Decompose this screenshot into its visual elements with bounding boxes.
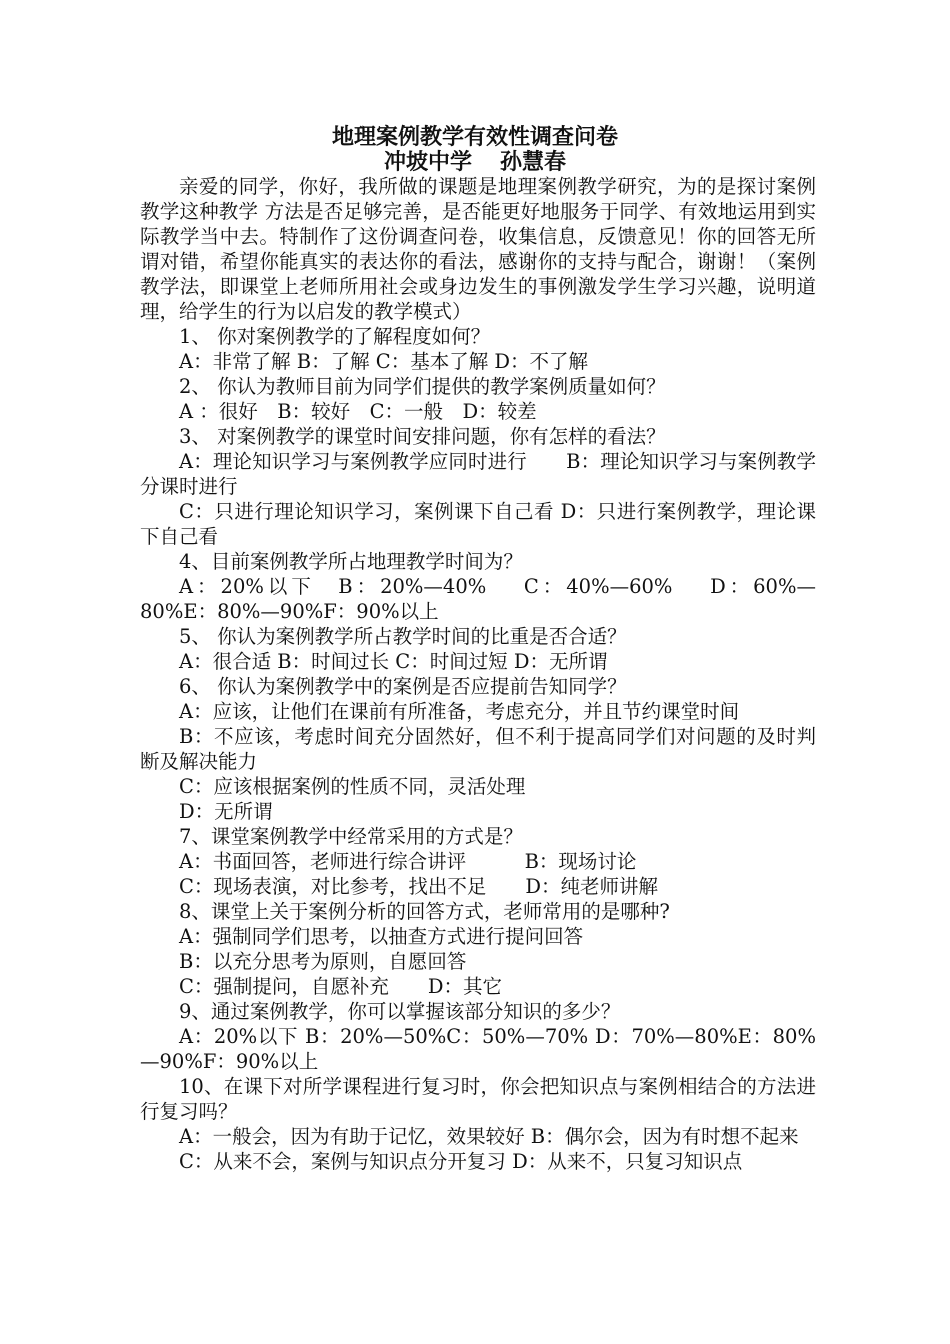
document-body [140, 174, 816, 1174]
answer-options: C：应该根据案例的性质不同，灵活处理 [179, 775, 526, 798]
question-line: 8、课堂上关于案例分析的回答方式，老师常用的是哪种? [179, 900, 670, 923]
answer-options: C：现场表演，对比参考，找出不足 D：纯老师讲解 [179, 875, 659, 898]
answer-options: A：非常了解 B：了解 C：基本了解 D：不了解 [179, 350, 589, 373]
answer-options: D：无所谓 [179, 800, 273, 823]
author-school: 冲坡中学 [383, 149, 472, 175]
answer-options: A：强制同学们思考，以抽查方式进行提问回答 [179, 925, 584, 948]
answer-options: A：理论知识学习与案例教学应同时进行 B：理论知识学习与案例教学分课时进行 [140, 450, 816, 498]
question-line: 6、 你认为案例教学中的案例是否应提前告知同学？ [179, 675, 627, 698]
answer-options: C：从来不会，案例与知识点分开复习 D：从来不，只复习知识点 [179, 1150, 743, 1173]
answer-options: A：很合适 B：时间过长 C：时间过短 D：无所谓 [179, 650, 608, 673]
answer-options: C：只进行理论知识学习，案例课下自己看 D：只进行案例教学，理论课下自己看 [140, 500, 816, 548]
question-line: 5、 你认为案例教学所占教学时间的比重是否合适？ [179, 625, 627, 648]
answer-options: A：一般会，因为有助于记忆，效果较好 B：偶尔会，因为有时想不起来 [179, 1125, 799, 1148]
question-line: 9、通过案例教学，你可以掌握该部分知识的多少？ [179, 1000, 621, 1023]
answer-options: A：应该，让他们在课前有所准备，考虑充分，并且节约课堂时间 [179, 700, 740, 723]
question-line: 10、在课下对所学课程进行复习时，你会把知识点与案例相结合的方法进行复习吗？ [140, 1075, 816, 1123]
question-line: 4、目前案例教学所占地理教学时间为？ [179, 550, 523, 573]
answer-options: A：书面回答，老师进行综合讲评 B：现场讨论 [179, 850, 637, 873]
answer-options: A ：很好 B：较好 C：一般 D：较差 [179, 400, 537, 423]
question-line: 7、课堂案例教学中经常采用的方式是？ [179, 825, 523, 848]
author-line [0, 149, 950, 175]
intro-paragraph: 亲爱的同学，你好，我所做的课题是地理案例教学研究，为的是探讨案例教学这种教学 方法是否足够完善，是否能更好地服务于同学、有效地运用到实际教学当中去。特制作了这份调查问卷，收集信息，反馈意见！你的回答无所谓对错，希望你能真实的表达你的看法，感谢你的支持与配合，谢谢！（案例教学法，即课堂上老师所用社会或身边发生的事例激发学生学习兴趣，说明道理，给学生的行为以启发的教学模式） [140, 175, 816, 323]
author-name: 孙慧春 [500, 149, 567, 175]
answer-options: A：20%以下 B：20%—40% C：40%—60% D：60%—80%E：80%—90%F：90%以上 [140, 575, 816, 623]
page-title: 地理案例教学有效性调查问卷 [331, 124, 618, 150]
question-line: 3、 对案例教学的课堂时间安排问题，你有怎样的看法？ [179, 425, 666, 448]
answer-options: C：强制提问，自愿补充 D：其它 [179, 975, 503, 998]
answer-options: B：以充分思考为原则，自愿回答 [179, 950, 467, 973]
answer-options: A：20%以下 B：20%—50%C：50%—70% D：70%—80%E：80%—90%F：90%以上 [140, 1025, 816, 1073]
question-line: 2、 你认为教师目前为同学们提供的教学案例质量如何？ [179, 375, 666, 398]
answer-options: B：不应该，考虑时间充分固然好，但不利于提高同学们对问题的及时判断及解决能力 [140, 725, 816, 773]
question-line: 1、 你对案例教学的了解程度如何？ [179, 325, 491, 348]
